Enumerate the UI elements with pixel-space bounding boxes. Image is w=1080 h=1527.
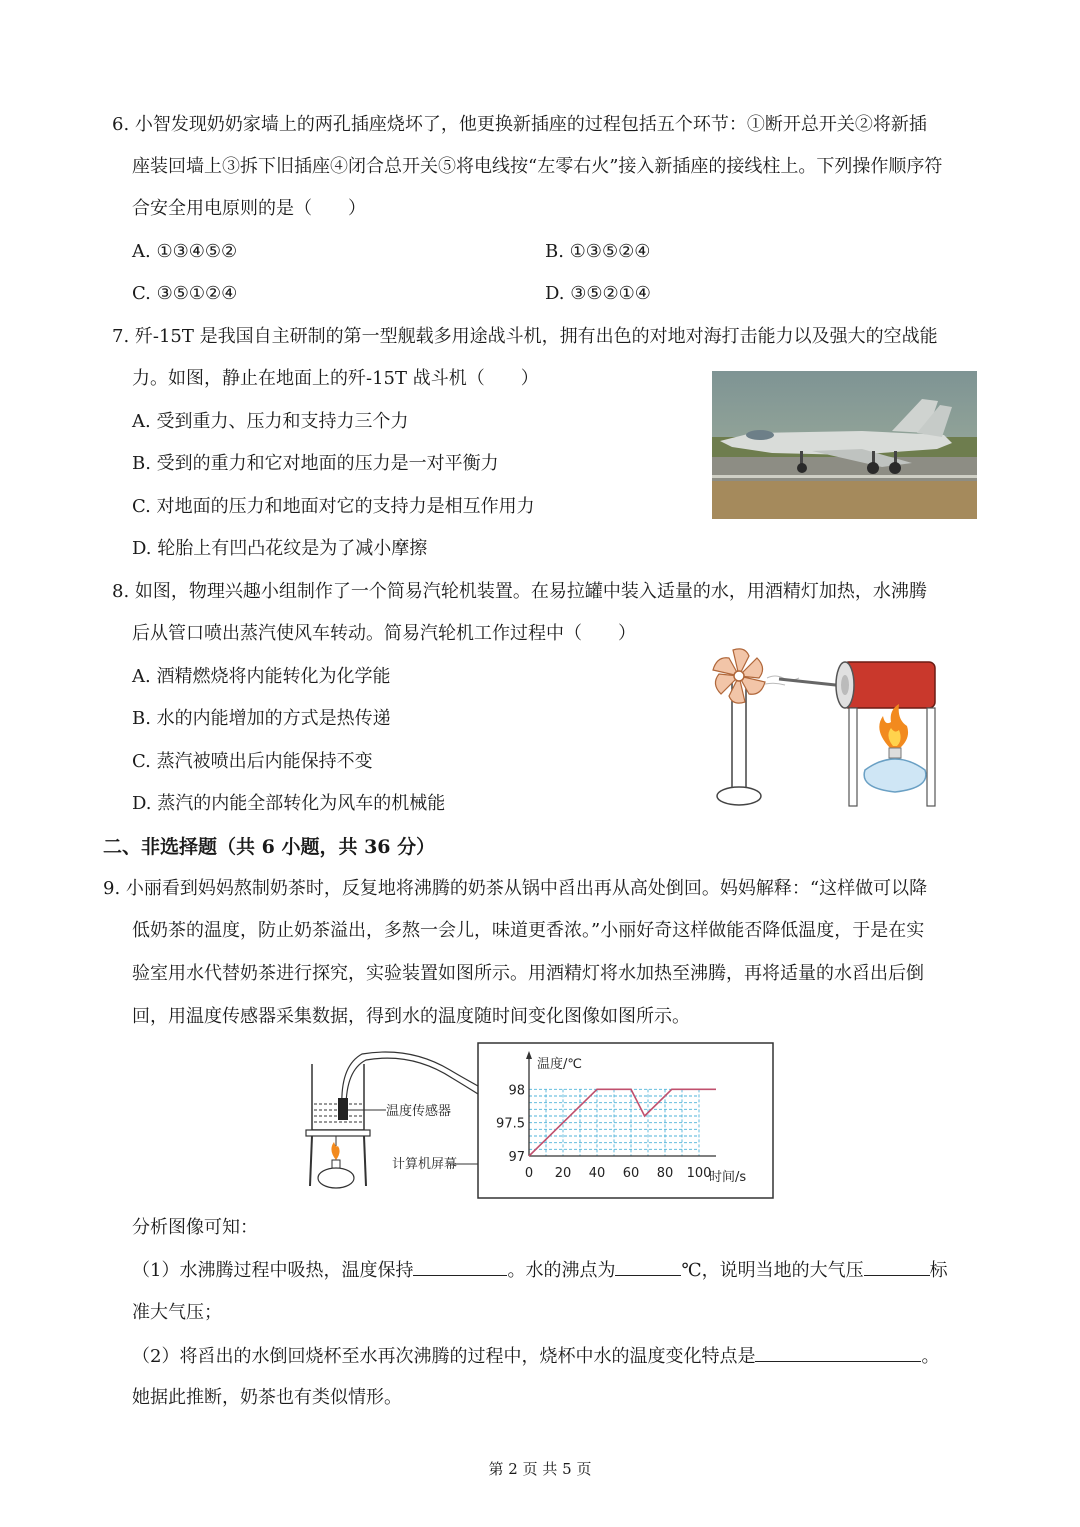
q8-line2: 后从管口喷出蒸汽使风车转动。简易汽轮机工作过程中（ ） — [132, 623, 636, 644]
analysis-intro: 分析图像可知： — [132, 1217, 258, 1238]
part1-text-a: （1）水沸腾过程中吸热，温度保持 — [132, 1260, 414, 1281]
q8-option-b[interactable]: B. 水的内能增加的方式是热传递 — [132, 708, 391, 729]
x-tick-label: 20 — [554, 1166, 572, 1181]
answer-blank-2[interactable] — [615, 1257, 681, 1276]
page-footer: 第 2 页 共 5 页 — [488, 1460, 592, 1478]
q9-line3: 验室用水代替奶茶进行探究，实验装置如图所示。用酒精灯将水加热至沸腾，再将适量的水舀出后倒 — [132, 963, 924, 984]
y-tick-label: 97 — [508, 1150, 525, 1165]
sensor-label: 温度传感器 — [386, 1104, 452, 1119]
steam-turbine-illustration — [705, 630, 945, 812]
part1-text-d: 标 — [929, 1260, 948, 1281]
q9-part1-line1 — [132, 1257, 948, 1284]
q8-option-a[interactable]: A. 酒精燃烧将内能转化为化学能 — [132, 666, 391, 687]
q8-option-d[interactable]: D. 蒸汽的内能全部转化为风车的机械能 — [132, 793, 446, 814]
x-tick-label: 80 — [656, 1166, 674, 1181]
q6-line1: 6. 小智发现奶奶家墙上的两孔插座烧坏了，他更换新插座的过程包括五个环节：①断开总开关②将新插 — [112, 114, 927, 135]
q6-option-c[interactable]: C. ③⑤①②④ — [132, 283, 238, 304]
q8-option-c[interactable]: C. 蒸汽被喷出后内能保持不变 — [132, 751, 373, 772]
pinwheel-icon — [713, 649, 765, 703]
part2-text-b: 。 — [921, 1346, 940, 1367]
q9-part1-line2: 准大气压； — [132, 1302, 222, 1323]
q6-option-a[interactable]: A. ①③④⑤② — [132, 241, 238, 262]
q9-part2-line1 — [132, 1343, 939, 1370]
temperature-chart — [477, 1042, 774, 1199]
q7-line1: 7. 歼-15T 是我国自主研制的第一型舰载多用途战斗机，拥有出色的对地对海打击能力以及强大的空战能 — [112, 326, 938, 347]
answer-blank-4[interactable] — [755, 1343, 921, 1362]
answer-blank-1[interactable] — [413, 1257, 507, 1276]
x-axis-label: 时间/s — [709, 1170, 747, 1185]
answer-blank-3[interactable] — [864, 1257, 930, 1276]
q9-line1: 9. 小丽看到妈妈熬制奶茶时，反复地将沸腾的奶茶从锅中舀出再从高处倒回。妈妈解释：“这样做可以降 — [103, 878, 928, 899]
section-header: 二、非选择题（共 6 小题，共 36 分） — [103, 836, 436, 858]
fighter-jet-photo — [712, 371, 977, 519]
q7-option-a[interactable]: A. 受到重力、压力和支持力三个力 — [132, 411, 409, 432]
q7-option-d[interactable]: D. 轮胎上有凹凸花纹是为了减小摩擦 — [132, 538, 428, 559]
screen-label: 计算机屏幕 — [392, 1157, 458, 1172]
x-tick-label: 100 — [686, 1166, 712, 1181]
q7-line2: 力。如图，静止在地面上的歼-15T 战斗机（ ） — [132, 368, 539, 389]
y-tick-label: 97.5 — [496, 1116, 525, 1132]
q9-line4: 回，用温度传感器采集数据，得到水的温度随时间变化图像如图所示。 — [132, 1006, 690, 1027]
x-tick-label: 40 — [588, 1166, 606, 1181]
q6-line2: 座装回墙上③拆下旧插座④闭合总开关⑤将电线按“左零右火”接入新插座的接线柱上。下列操作顺序符 — [132, 156, 943, 177]
q9-line2: 低奶茶的温度，防止奶茶溢出，多熬一会儿，味道更香浓。”小丽好奇这样做能否降低温度，于是在实 — [132, 920, 925, 941]
x-tick-label: 0 — [524, 1166, 534, 1181]
q6-line3: 合安全用电原则的是（ ） — [132, 198, 366, 219]
q7-option-b[interactable]: B. 受到的重力和它对地面的压力是一对平衡力 — [132, 453, 499, 474]
y-tick-label: 98 — [508, 1083, 525, 1099]
experiment-apparatus — [300, 1046, 478, 1198]
part1-text-c: ℃，说明当地的大气压 — [681, 1260, 864, 1281]
q7-option-c[interactable]: C. 对地面的压力和地面对它的支持力是相互作用力 — [132, 496, 535, 517]
part2-text-a: （2）将舀出的水倒回烧杯至水再次沸腾的过程中，烧杯中水的温度变化特点是 — [132, 1346, 756, 1367]
q6-option-d[interactable]: D. ③⑤②①④ — [545, 283, 651, 304]
part1-text-b: 。水的沸点为 — [507, 1260, 616, 1281]
x-tick-label: 60 — [622, 1166, 640, 1181]
y-axis-label: 温度/℃ — [537, 1057, 582, 1072]
q8-line1: 8. 如图，物理兴趣小组制作了一个简易汽轮机装置。在易拉罐中装入适量的水，用酒精灯加热，水沸腾 — [112, 581, 927, 602]
q9-part2-line2: 她据此推断，奶茶也有类似情形。 — [132, 1387, 402, 1408]
q6-option-b[interactable]: B. ①③⑤②④ — [545, 241, 651, 262]
